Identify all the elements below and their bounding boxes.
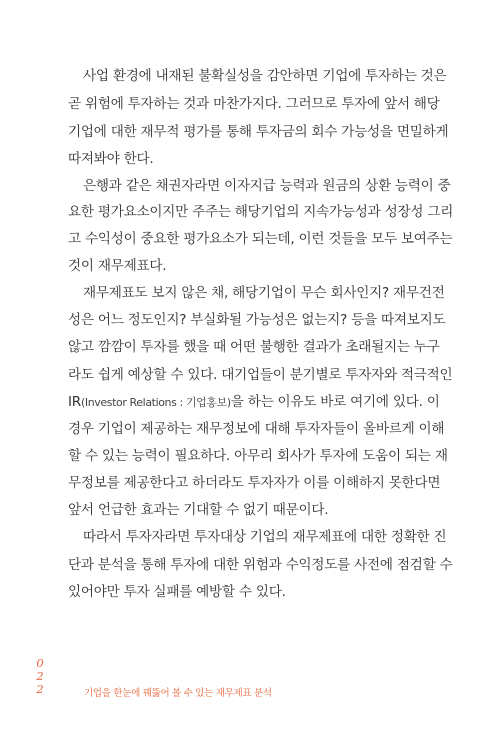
paragraph-4-line-3: 있어야만 투자 실패를 예방할 수 있다. <box>68 584 286 600</box>
page-number <box>33 657 47 696</box>
paragraph-3-line-1: 재무제표도 보지 않은 채, 해당기업이 무슨 회사인지? 재무건전 <box>83 285 445 301</box>
paragraph-2-line-3: 고 수익성이 중요한 평가요소가 되는데, 이런 것들을 모두 보여주는 <box>68 231 453 247</box>
paragraph-1-line-1: 사업 환경에 내재된 불확실성을 감안하면 기업에 투자하는 것은 <box>83 68 447 84</box>
paragraph-1-line-3: 기업에 대한 재무적 평가를 통해 투자금의 회수 가능성을 면밀하게 <box>68 124 449 140</box>
paragraph-1-line-2: 곧 위험에 투자하는 것과 마찬가지다. 그러므로 투자에 앞서 해당 <box>68 96 440 112</box>
paragraph-3-line-2: 성은 어느 정도인지? 부실화될 가능성은 없는지? 등을 따져보지도 <box>68 312 446 328</box>
paragraph-2-line-4: 것이 재무제표다. <box>68 258 167 274</box>
paragraph-4-line-1: 따라서 투자자라면 투자대상 기업의 재무제표에 대한 정확한 진 <box>83 529 447 545</box>
running-footer-book-title: 기업을 한눈에 꿰뚫어 볼 수 있는 재무제표 분석 <box>84 688 272 699</box>
paragraph-4-line-2: 단과 분석을 통해 투자에 대한 위험과 수익정도를 사전에 점검할 수 <box>68 557 453 573</box>
paragraph-2-line-1: 은행과 같은 채권자라면 이자지급 능력과 원금의 상환 능력이 중 <box>83 178 451 194</box>
page-digit-1: 0 <box>36 656 44 670</box>
paragraph-3-line-7: 할 수 있는 능력이 필요하다. 아무리 회사가 투자에 도움이 되는 재 <box>68 448 448 464</box>
paragraph-3-line-4: 라도 쉽게 예상할 수 있다. 대기업들이 분기별로 투자자와 적극적인 <box>68 367 453 383</box>
ir-line-rest: 을 하는 이유도 바로 여기에 있다. 이 <box>230 394 440 410</box>
paragraph-3-ir-line <box>68 392 440 413</box>
paragraph-1-line-4: 따져봐야 한다. <box>68 151 154 167</box>
paragraph-2-line-2: 요한 평가요소이지만 주주는 해당기업의 지속가능성과 성장성 그리 <box>68 204 454 220</box>
page-digit-3: 2 <box>36 682 44 696</box>
page-digit-2: 2 <box>36 669 44 683</box>
paragraph-3-line-6: 경우 기업이 제공하는 재무정보에 대해 투자자들이 올바르게 이해 <box>68 421 445 437</box>
paragraph-3-line-8: 무정보를 제공한다고 하더라도 투자자가 이를 이해하지 못한다면 <box>68 475 441 491</box>
paragraph-3-line-3: 않고 깜깜이 투자를 했을 때 어떤 불행한 결과가 초래될지는 누구 <box>68 339 440 355</box>
paragraph-3-line-9: 앞서 언급한 효과는 기대할 수 없기 때문이다. <box>68 502 329 518</box>
ir-explanation: (Investor Relations : 기업홍보) <box>80 396 231 409</box>
ir-abbreviation: IR <box>68 394 81 410</box>
